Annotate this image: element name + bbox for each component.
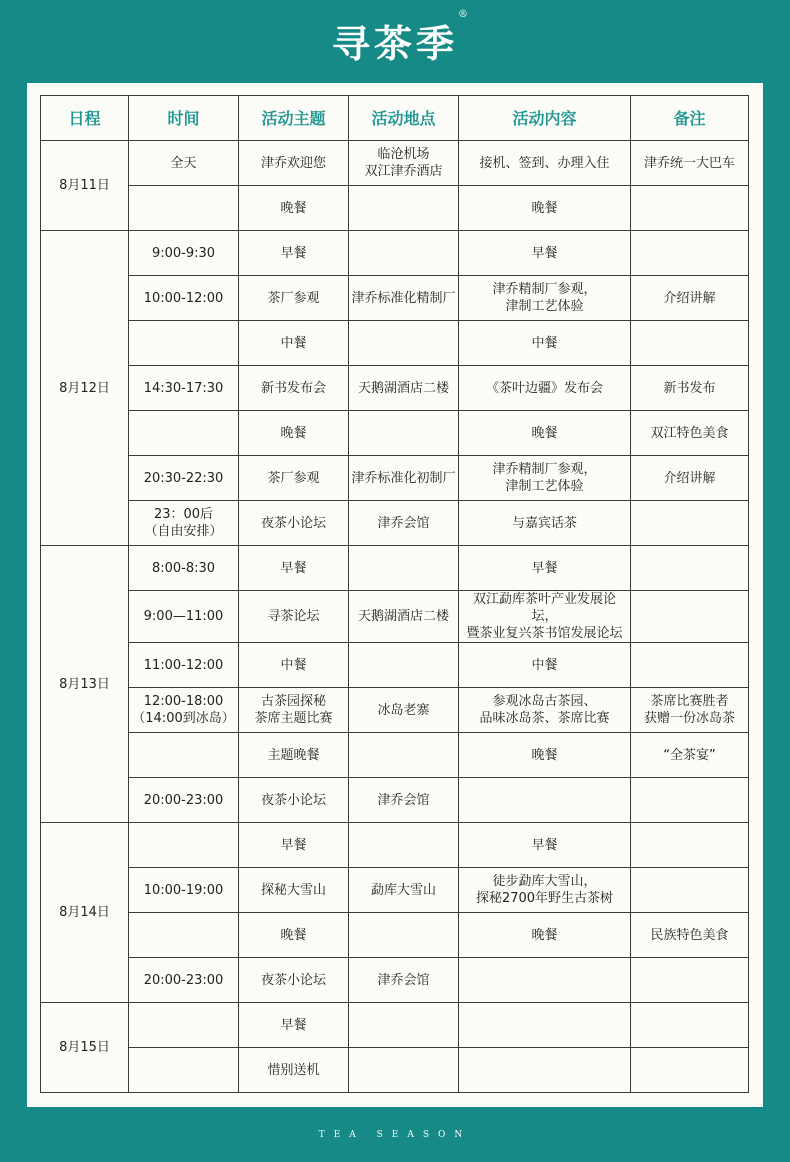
theme-cell: 主题晚餐 xyxy=(239,733,349,778)
note-cell xyxy=(631,591,749,643)
registered-mark: ® xyxy=(458,8,472,20)
time-cell xyxy=(129,1048,239,1093)
theme-cell: 茶厂参观 xyxy=(239,276,349,321)
place-cell xyxy=(349,141,459,186)
time-cell xyxy=(129,1003,239,1048)
content-cell-line: 徒步勐库大雪山， xyxy=(492,874,597,889)
theme-cell: 早餐 xyxy=(239,231,349,276)
table-row xyxy=(41,456,749,501)
content-cell-line: 参观冰岛古茶园、 xyxy=(492,694,597,709)
content-cell-line: 津乔精制厂参观， xyxy=(492,462,597,477)
note-cell xyxy=(631,688,749,733)
time-cell: 9:00—11:00 xyxy=(129,591,239,643)
time-cell: 20:00-23:00 xyxy=(129,958,239,1003)
theme-cell-line: 古茶园探秘 xyxy=(260,694,326,709)
theme-cell: 夜茶小论坛 xyxy=(239,958,349,1003)
theme-cell: 津乔欢迎您 xyxy=(239,141,349,186)
time-cell: 10:00-19:00 xyxy=(129,868,239,913)
content-cell: 接机、签到、办理入住 xyxy=(459,141,631,186)
table-row xyxy=(41,643,749,688)
time-cell-line: （自由安排） xyxy=(144,524,223,539)
note-cell xyxy=(631,321,749,366)
theme-cell: 早餐 xyxy=(239,546,349,591)
time-cell xyxy=(129,321,239,366)
content-cell: 晚餐 xyxy=(459,733,631,778)
theme-cell xyxy=(239,688,349,733)
table-row xyxy=(41,366,749,411)
content-cell: 早餐 xyxy=(459,546,631,591)
place-cell xyxy=(349,546,459,591)
time-cell: 11:00-12:00 xyxy=(129,643,239,688)
schedule-sheet xyxy=(27,83,763,1107)
table-row xyxy=(41,591,749,643)
place-cell: 津乔标准化精制厂 xyxy=(349,276,459,321)
note-cell: 双江特色美食 xyxy=(631,411,749,456)
table-row xyxy=(41,823,749,868)
column-header-date: 日程 xyxy=(41,96,129,141)
content-cell: 早餐 xyxy=(459,231,631,276)
column-header-note: 备注 xyxy=(631,96,749,141)
place-cell: 天鹅湖酒店二楼 xyxy=(349,591,459,643)
table-row xyxy=(41,276,749,321)
theme-cell-line: 茶席主题比赛 xyxy=(254,711,333,726)
content-cell: 中餐 xyxy=(459,643,631,688)
note-cell-line: 获赠一份冰岛茶 xyxy=(643,711,735,726)
note-cell-line: 茶席比赛胜者 xyxy=(650,694,729,709)
logo-wordmark: 寻茶季 xyxy=(331,20,458,66)
column-header-content: 活动内容 xyxy=(459,96,631,141)
theme-cell: 晚餐 xyxy=(239,411,349,456)
note-cell: 介绍讲解 xyxy=(631,456,749,501)
brand-logo xyxy=(0,10,790,70)
note-cell xyxy=(631,546,749,591)
note-cell: 新书发布 xyxy=(631,366,749,411)
theme-cell: 晚餐 xyxy=(239,186,349,231)
content-cell xyxy=(459,1048,631,1093)
place-cell: 津乔会馆 xyxy=(349,778,459,823)
place-cell: 勐库大雪山 xyxy=(349,868,459,913)
theme-cell: 茶厂参观 xyxy=(239,456,349,501)
table-row xyxy=(41,958,749,1003)
content-cell-line: 探秘2700年野生古茶树 xyxy=(475,891,614,906)
place-cell-line: 双江津乔酒店 xyxy=(364,164,443,179)
content-cell xyxy=(459,958,631,1003)
content-cell-line: 津制工艺体验 xyxy=(505,479,584,494)
place-cell xyxy=(349,321,459,366)
place-cell xyxy=(349,913,459,958)
time-cell-line: 23：00后 xyxy=(153,507,214,522)
theme-cell: 探秘大雪山 xyxy=(239,868,349,913)
place-cell: 津乔会馆 xyxy=(349,958,459,1003)
theme-cell: 新书发布会 xyxy=(239,366,349,411)
theme-cell: 夜茶小论坛 xyxy=(239,778,349,823)
note-cell: 介绍讲解 xyxy=(631,276,749,321)
note-cell xyxy=(631,186,749,231)
note-cell: 民族特色美食 xyxy=(631,913,749,958)
time-cell xyxy=(129,688,239,733)
time-cell-line: 12:00-18:00 xyxy=(143,694,224,709)
place-cell: 津乔会馆 xyxy=(349,501,459,546)
content-cell xyxy=(459,456,631,501)
content-cell: 晚餐 xyxy=(459,186,631,231)
place-cell: 天鹅湖酒店二楼 xyxy=(349,366,459,411)
time-cell: 9:00-9:30 xyxy=(129,231,239,276)
content-cell: 中餐 xyxy=(459,321,631,366)
place-cell-line: 临沧机场 xyxy=(377,147,430,162)
note-cell xyxy=(631,778,749,823)
theme-cell: 晚餐 xyxy=(239,913,349,958)
theme-cell: 早餐 xyxy=(239,823,349,868)
content-cell xyxy=(459,868,631,913)
time-cell xyxy=(129,823,239,868)
place-cell xyxy=(349,1048,459,1093)
note-cell xyxy=(631,823,749,868)
table-row xyxy=(41,778,749,823)
table-row xyxy=(41,546,749,591)
content-cell xyxy=(459,778,631,823)
table-row xyxy=(41,1003,749,1048)
note-cell xyxy=(631,231,749,276)
note-cell xyxy=(631,958,749,1003)
table-row xyxy=(41,688,749,733)
note-cell xyxy=(631,868,749,913)
footer-tagline: TEA SEASON xyxy=(318,1130,472,1140)
date-cell: 8月14日 xyxy=(41,823,129,1003)
place-cell xyxy=(349,186,459,231)
note-cell: 津乔统一大巴车 xyxy=(631,141,749,186)
table-row xyxy=(41,501,749,546)
content-cell xyxy=(459,276,631,321)
table-row xyxy=(41,913,749,958)
place-cell: 冰岛老寨 xyxy=(349,688,459,733)
time-cell: 8:00-8:30 xyxy=(129,546,239,591)
table-row xyxy=(41,411,749,456)
date-cell: 8月15日 xyxy=(41,1003,129,1093)
theme-cell: 早餐 xyxy=(239,1003,349,1048)
table-row xyxy=(41,868,749,913)
table-row xyxy=(41,321,749,366)
place-cell xyxy=(349,733,459,778)
content-cell-line: 津制工艺体验 xyxy=(505,299,584,314)
table-row xyxy=(41,231,749,276)
time-cell: 10:00-12:00 xyxy=(129,276,239,321)
theme-cell: 夜茶小论坛 xyxy=(239,501,349,546)
logo-text xyxy=(331,8,472,68)
table-row xyxy=(41,1048,749,1093)
note-cell xyxy=(631,643,749,688)
time-cell xyxy=(129,913,239,958)
date-cell: 8月11日 xyxy=(41,141,129,231)
content-cell xyxy=(459,688,631,733)
time-cell: 20:30-22:30 xyxy=(129,456,239,501)
date-cell: 8月13日 xyxy=(41,546,129,823)
time-cell: 全天 xyxy=(129,141,239,186)
date-cell: 8月12日 xyxy=(41,231,129,546)
time-cell: 14:30-17:30 xyxy=(129,366,239,411)
content-cell: 《茶叶边疆》发布会 xyxy=(459,366,631,411)
note-cell xyxy=(631,501,749,546)
table-row xyxy=(41,186,749,231)
table-row xyxy=(41,733,749,778)
place-cell xyxy=(349,643,459,688)
content-cell: 早餐 xyxy=(459,823,631,868)
theme-cell: 寻茶论坛 xyxy=(239,591,349,643)
note-cell xyxy=(631,1048,749,1093)
content-cell-line: 双江勐库茶叶产业发展论坛， xyxy=(472,592,616,624)
theme-cell: 中餐 xyxy=(239,321,349,366)
theme-cell: 惜别送机 xyxy=(239,1048,349,1093)
table-row xyxy=(41,141,749,186)
note-cell xyxy=(631,1003,749,1048)
table-header-row xyxy=(41,96,749,141)
theme-cell: 中餐 xyxy=(239,643,349,688)
time-cell xyxy=(129,733,239,778)
schedule-table xyxy=(40,95,749,1093)
content-cell-line: 品味冰岛茶、茶席比赛 xyxy=(479,711,610,726)
content-cell xyxy=(459,1003,631,1048)
content-cell-line: 津乔精制厂参观， xyxy=(492,282,597,297)
place-cell xyxy=(349,231,459,276)
content-cell: 晚餐 xyxy=(459,913,631,958)
time-cell xyxy=(129,411,239,456)
place-cell: 津乔标准化初制厂 xyxy=(349,456,459,501)
time-cell xyxy=(129,186,239,231)
content-cell: 晚餐 xyxy=(459,411,631,456)
content-cell: 与嘉宾话茶 xyxy=(459,501,631,546)
time-cell-line: （14:00到冰岛） xyxy=(132,711,235,726)
content-cell-line: 暨茶业复兴茶书馆发展论坛 xyxy=(466,626,623,641)
place-cell xyxy=(349,823,459,868)
column-header-theme: 活动主题 xyxy=(239,96,349,141)
content-cell xyxy=(459,591,631,643)
time-cell xyxy=(129,501,239,546)
place-cell xyxy=(349,1003,459,1048)
column-header-time: 时间 xyxy=(129,96,239,141)
note-cell: “全茶宴” xyxy=(631,733,749,778)
time-cell: 20:00-23:00 xyxy=(129,778,239,823)
place-cell xyxy=(349,411,459,456)
column-header-place: 活动地点 xyxy=(349,96,459,141)
schedule-body xyxy=(41,141,749,1093)
